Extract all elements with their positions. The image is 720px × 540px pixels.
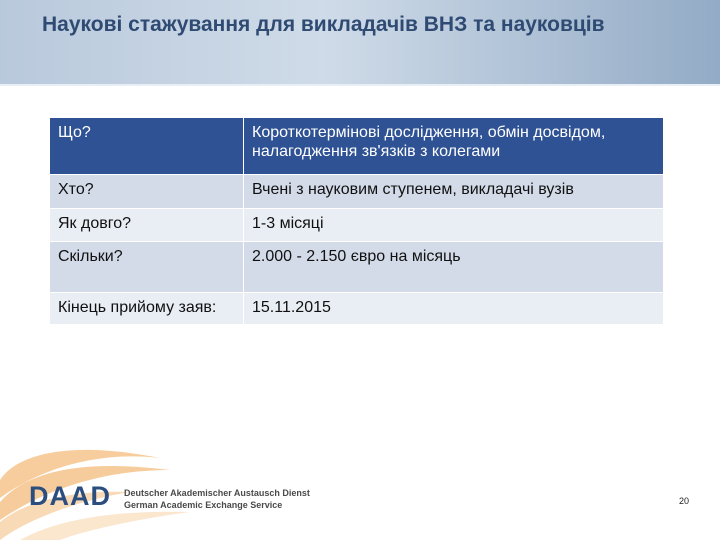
daad-logo-wordmark: DAAD bbox=[29, 481, 111, 511]
header-divider bbox=[0, 84, 720, 86]
row-value: 15.11.2015 bbox=[244, 293, 664, 325]
row-label: Кінець прийому заяв: bbox=[50, 293, 244, 325]
logo-subtitle-en: German Academic Exchange Service bbox=[124, 500, 283, 510]
table-row bbox=[50, 242, 664, 293]
table-row bbox=[50, 209, 664, 242]
page-number: 20 bbox=[678, 496, 689, 506]
row-label: Скільки? bbox=[50, 242, 244, 293]
row-value: 1-3 місяці bbox=[244, 209, 664, 242]
info-table bbox=[49, 117, 664, 325]
table-row bbox=[50, 293, 664, 325]
row-label: Як довго? bbox=[50, 209, 244, 242]
table-row bbox=[50, 118, 664, 175]
row-value: 2.000 - 2.150 євро на місяць bbox=[244, 242, 664, 293]
row-label: Хто? bbox=[50, 175, 244, 209]
row-value: Вчені з науковим ступенем, викладачі вузів bbox=[244, 175, 664, 209]
slide-title: Наукові стажування для викладачів ВНЗ та науковців bbox=[42, 13, 605, 36]
row-value: Короткотермінові дослідження, обмін досвідом, налагодження зв'язків з колегами bbox=[244, 118, 664, 175]
table-row bbox=[50, 175, 664, 209]
row-label: Що? bbox=[50, 118, 244, 175]
logo-subtitle-de: Deutscher Akademischer Austausch Dienst bbox=[124, 488, 310, 498]
